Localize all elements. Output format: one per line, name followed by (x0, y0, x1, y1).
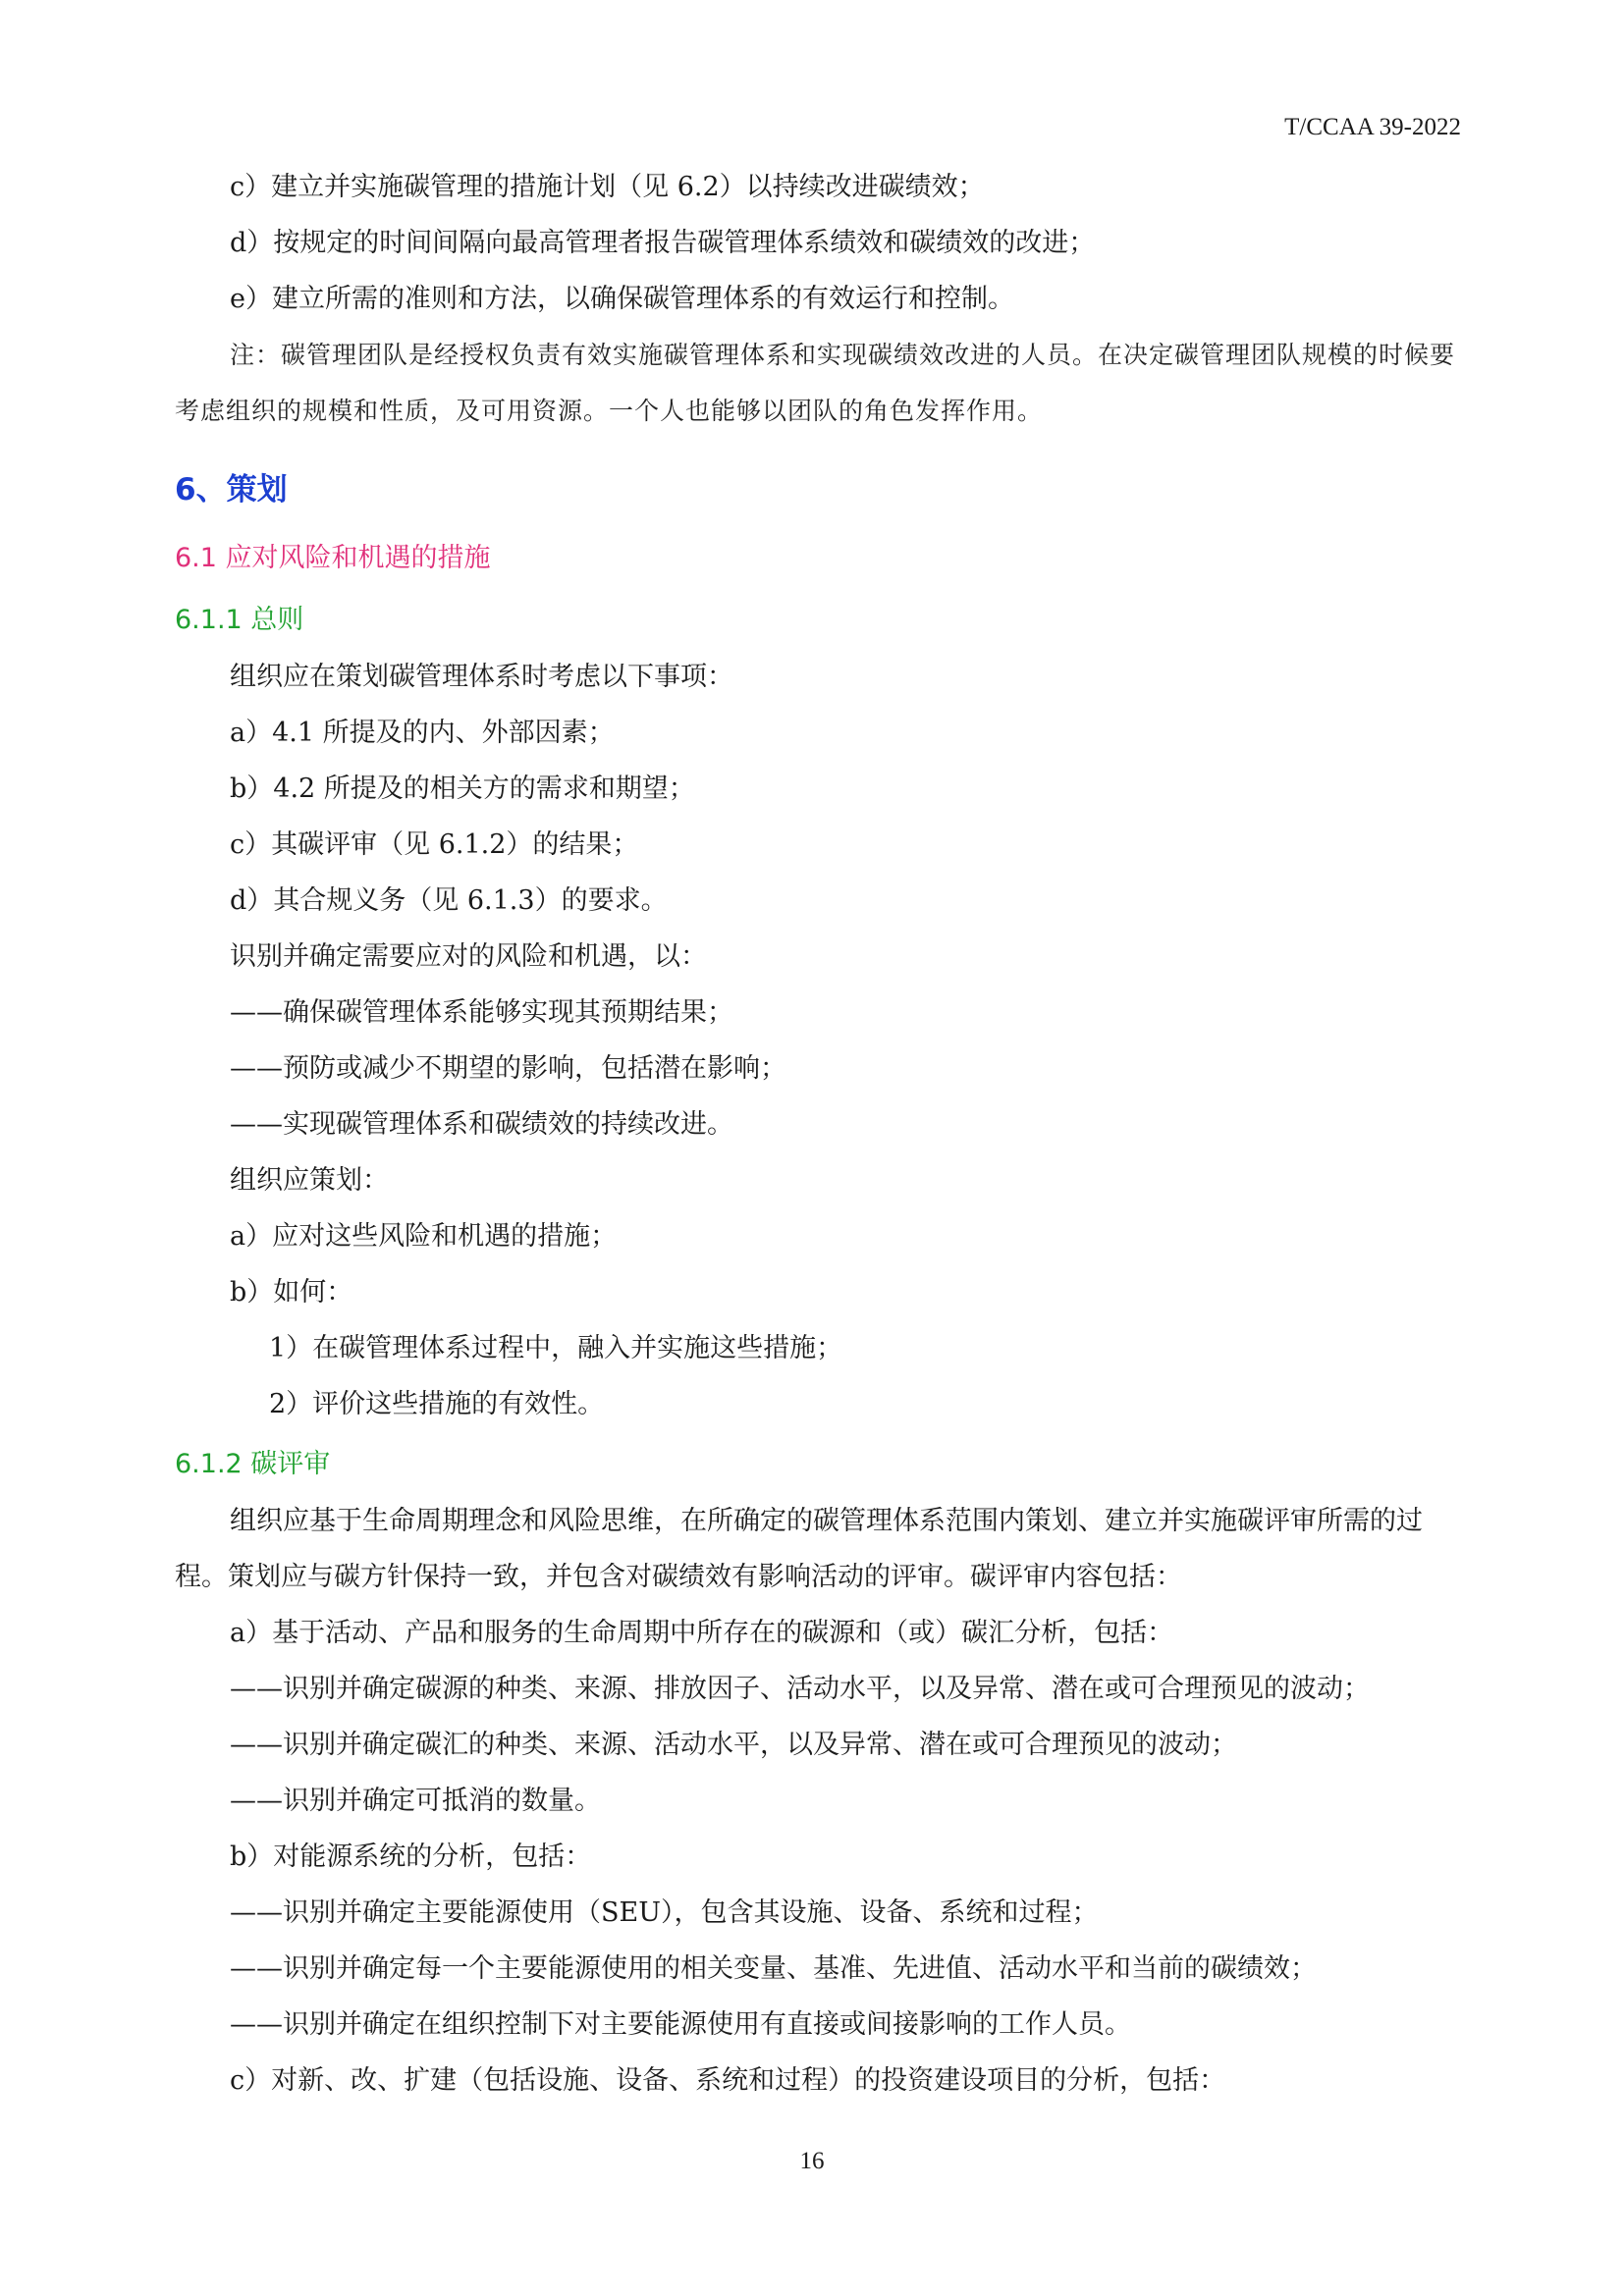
list-item: d）按规定的时间间隔向最高管理者报告碳管理体系绩效和碳绩效的改进； (230, 228, 1096, 258)
list-item: b）4.2 所提及的相关方的需求和期望； (230, 774, 695, 804)
dash-item: ——识别并确定每一个主要能源使用的相关变量、基准、先进值、活动水平和当前的碳绩效； (230, 1953, 1317, 1984)
page-number: 16 (799, 2148, 825, 2174)
sub-list-item: 1）在碳管理体系过程中，融入并实施这些措施； (269, 1333, 843, 1363)
list-item: c）对新、改、扩建（包括设施、设备、系统和过程）的投资建设项目的分析，包括： (230, 2065, 1226, 2096)
dash-item: ——确保碳管理体系能够实现其预期结果； (230, 997, 733, 1028)
dash-item: ——识别并确定主要能源使用（SEU），包含其设施、设备、系统和过程； (230, 1897, 1099, 1928)
standard-code: T/CCAA 39-2022 (1284, 114, 1461, 140)
list-item: a）应对这些风险和机遇的措施； (230, 1221, 618, 1252)
paragraph: 组织应在策划碳管理体系时考虑以下事项： (230, 662, 733, 692)
document-body (175, 159, 1471, 2109)
section-heading-6: 6、策划 (175, 472, 288, 507)
list-item: e）建立所需的准则和方法，以确保碳管理体系的有效运行和控制。 (230, 284, 1014, 314)
section-heading-6-1: 6.1 应对风险和机遇的措施 (175, 543, 491, 573)
paragraph: 组织应基于生命周期理念和风险思维，在所确定的碳管理体系范围内策划、建立并实施碳评审所需的过程。策划应与碳方针保持一致，并包含对碳绩效有影响活动的评审。碳评审内容包括： (175, 1506, 1423, 1592)
sub-list-item: 2）评价这些措施的有效性。 (269, 1389, 605, 1419)
paragraph: 识别并确定需要应对的风险和机遇，以： (230, 941, 707, 972)
list-item: c）其碳评审（见 6.1.2）的结果； (230, 829, 639, 860)
dash-item: ——识别并确定碳汇的种类、来源、活动水平，以及异常、潜在或可合理预见的波动； (230, 1730, 1237, 1760)
section-heading-6-1-1: 6.1.1 总则 (175, 605, 304, 635)
list-item: b）对能源系统的分析，包括： (230, 1842, 592, 1872)
list-item: a）4.1 所提及的内、外部因素； (230, 718, 615, 748)
list-item: d）其合规义务（见 6.1.3）的要求。 (230, 885, 668, 916)
section-heading-6-1-2: 6.1.2 碳评审 (175, 1449, 331, 1479)
list-item: c）建立并实施碳管理的措施计划（见 6.2）以持续改进碳绩效； (230, 172, 985, 202)
dash-item: ——识别并确定在组织控制下对主要能源使用有直接或间接影响的工作人员。 (230, 2009, 1131, 2040)
dash-item: ——识别并确定碳源的种类、来源、排放因子、活动水平，以及异常、潜在或可合理预见的波动； (230, 1674, 1370, 1704)
dash-item: ——预防或减少不期望的影响，包括潜在影响； (230, 1053, 786, 1084)
dash-item: ——实现碳管理体系和碳绩效的持续改进。 (230, 1109, 733, 1140)
note-paragraph: 注：碳管理团队是经授权负责有效实施碳管理体系和实现碳绩效改进的人员。在决定碳管理团队规模的时候要考虑组织的规模和性质，及可用资源。一个人也能够以团队的角色发挥作用。 (175, 341, 1456, 425)
dash-item: ——识别并确定可抵消的数量。 (230, 1786, 601, 1816)
paragraph: 组织应策划： (230, 1165, 389, 1196)
list-item: b）如何： (230, 1277, 353, 1308)
list-item: a）基于活动、产品和服务的生命周期中所存在的碳源和（或）碳汇分析，包括： (230, 1618, 1174, 1648)
